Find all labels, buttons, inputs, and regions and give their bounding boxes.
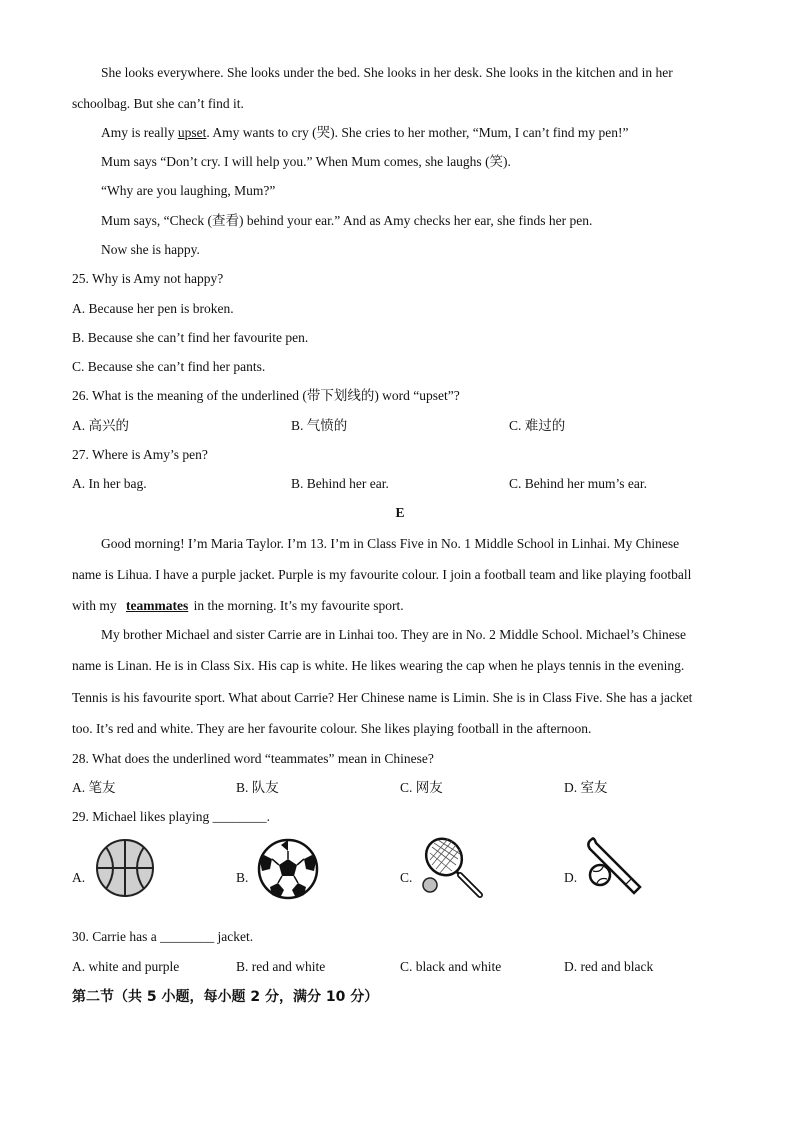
passage-line: “Why are you laughing, Mum?”	[101, 183, 276, 198]
passage-line: Good morning! I’m Maria Taylor. I’m 13. I’m in Class Five in No. 1 Middle School in Linhai. My Chinese	[101, 536, 680, 551]
passage-line: Now she is happy.	[101, 242, 200, 257]
section-2-heading: 第二节（共 5 小题，每小题 2 分，满分 10 分）	[72, 989, 379, 1005]
passage-line: My brother Michael and sister Carrie are in Linhai too. They are in No. 2 Middle School. Michael’s Chinese	[101, 627, 686, 642]
soccer-ball-icon	[256, 837, 320, 901]
question-28-option-a: A. 笔友	[72, 780, 116, 795]
question-26-option-c: C. 难过的	[509, 418, 566, 433]
question-28-option-c: C. 网友	[400, 780, 443, 795]
text-span: with my	[72, 598, 121, 613]
underlined-word-teammates: teammates	[126, 598, 189, 613]
question-29-option-d-label: D.	[564, 870, 578, 885]
passage-line: Mum says, “Check (查看) behind your ear.” And as Amy checks her ear, she finds her pen.	[101, 213, 593, 228]
question-27-option-b: B. Behind her ear.	[291, 476, 389, 491]
question-29-option-b-label: B.	[236, 870, 249, 885]
question-26-option-b: B. 气愤的	[291, 418, 348, 433]
passage-line: too. It’s red and white. They are her favourite colour. She likes playing football in the afternoon.	[72, 721, 592, 736]
text-span: in the morning. It’s my favourite sport.	[190, 598, 404, 613]
question-27-option-a: A. In her bag.	[72, 476, 147, 491]
question-25-stem: 25. Why is Amy not happy?	[72, 271, 224, 286]
question-29-option-a-label: A.	[72, 870, 86, 885]
question-26-stem: 26. What is the meaning of the underlined (带下划线的) word “upset”?	[72, 388, 460, 403]
passage-line: She looks everywhere. She looks under the bed. She looks in her desk. She looks in the kitchen and in her	[101, 65, 673, 80]
question-28-option-b: B. 队友	[236, 780, 279, 795]
passage-line: Tennis is his favourite sport. What about Carrie? Her Chinese name is Limin. She is in Class Five. She has a jacket	[72, 690, 693, 705]
question-30-option-a: A. white and purple	[72, 959, 180, 974]
text-span: Amy is really	[101, 125, 178, 140]
question-30-option-c: C. black and white	[400, 959, 502, 974]
text-span: . Amy wants to cry (哭). She cries to her mother, “Mum, I can’t find my pen!”	[206, 125, 629, 140]
passage-line: name is Linan. He is in Class Six. His cap is white. He likes wearing the cap when he plays tennis in the evening.	[72, 658, 685, 673]
passage-line	[72, 598, 404, 614]
question-26-option-a: A. 高兴的	[72, 418, 129, 433]
question-30-option-b: B. red and white	[236, 959, 326, 974]
tennis-racket-icon	[418, 835, 488, 901]
question-28-option-d: D. 室友	[564, 780, 608, 795]
question-27-stem: 27. Where is Amy’s pen?	[72, 447, 208, 462]
question-30-option-d: D. red and black	[564, 959, 654, 974]
passage-line: Mum says “Don’t cry. I will help you.” When Mum comes, she laughs (笑).	[101, 154, 511, 169]
question-29-option-c-label: C.	[400, 870, 413, 885]
question-29-stem: 29. Michael likes playing ________.	[72, 809, 270, 824]
baseball-bat-icon	[582, 833, 646, 897]
passage-line: name is Lihua. I have a purple jacket. Purple is my favourite colour. I join a football team and like playing football	[72, 567, 692, 582]
question-30-stem: 30. Carrie has a ________ jacket.	[72, 929, 254, 944]
passage-line	[101, 125, 628, 141]
section-e-heading: E	[395, 505, 405, 520]
question-27-option-c: C. Behind her mum’s ear.	[509, 476, 647, 491]
question-28-stem: 28. What does the underlined word “teammates” mean in Chinese?	[72, 751, 434, 766]
question-25-option-b: B. Because she can’t find her favourite pen.	[72, 330, 309, 345]
passage-line: schoolbag. But she can’t find it.	[72, 96, 244, 111]
basketball-icon	[90, 837, 160, 899]
question-25-option-c: C. Because she can’t find her pants.	[72, 359, 266, 374]
underlined-word-upset: upset	[177, 125, 207, 140]
question-25-option-a: A. Because her pen is broken.	[72, 301, 234, 316]
